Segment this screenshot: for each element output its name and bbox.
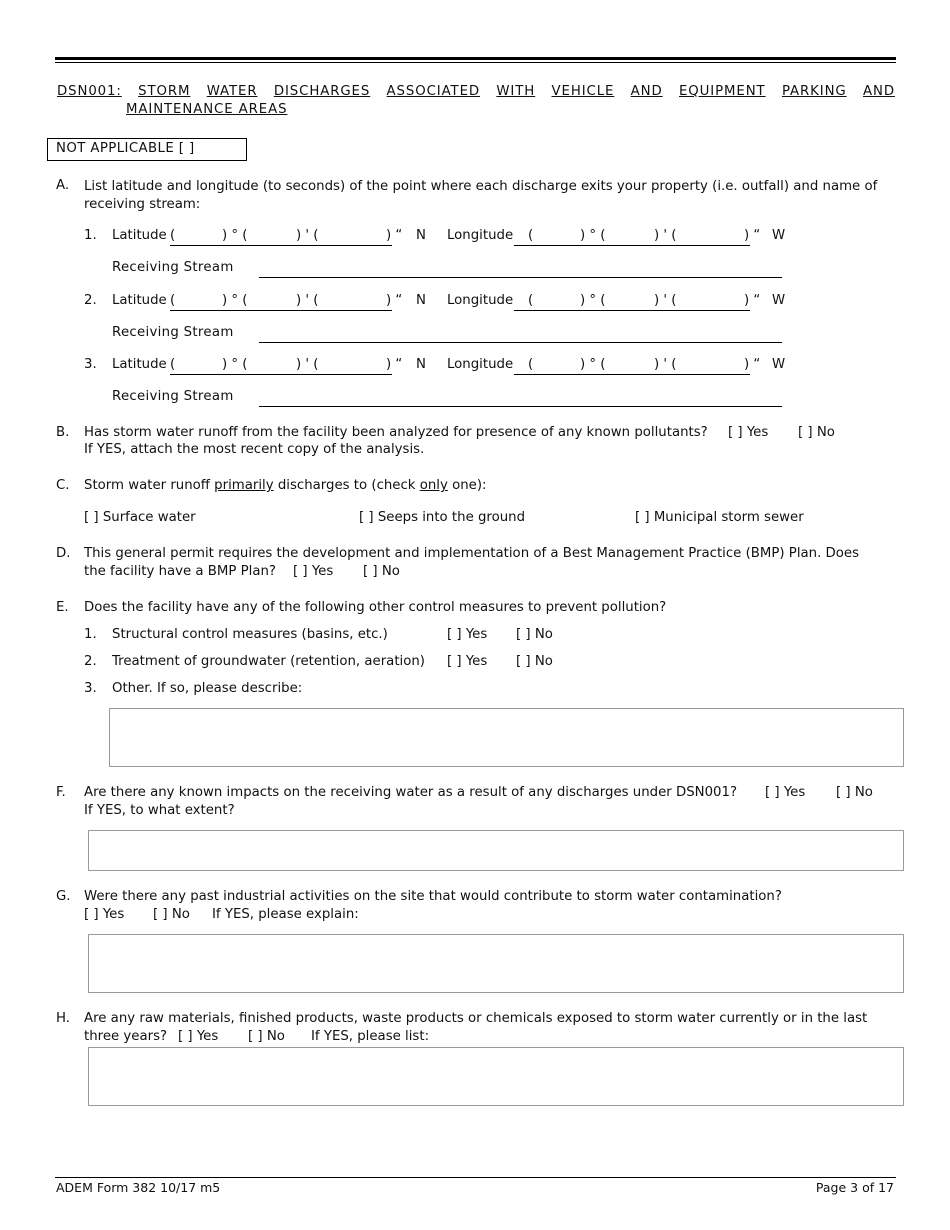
receiving-stream-field[interactable] bbox=[259, 406, 782, 407]
a-item-num: 2. bbox=[84, 293, 97, 308]
title-word: AND bbox=[862, 84, 895, 99]
section-d-yes[interactable]: [ ] Yes bbox=[293, 564, 334, 579]
section-c-letter: C. bbox=[56, 478, 70, 493]
header-rule-thin bbox=[55, 62, 896, 63]
west-label: W bbox=[772, 228, 786, 243]
page-number: Page 3 of 17 bbox=[815, 1180, 894, 1195]
lon-minute-field[interactable]: ) ' ( bbox=[654, 357, 677, 372]
e-item-num: 2. bbox=[84, 654, 97, 669]
title-word: STORM bbox=[138, 84, 191, 99]
section-e-text: Does the facility have any of the following other control measures to prevent pollution? bbox=[84, 600, 667, 615]
longitude-underline bbox=[514, 245, 750, 246]
latitude-label: Latitude bbox=[112, 228, 167, 243]
e-other-description-box[interactable] bbox=[109, 708, 904, 767]
e-item-2-no[interactable]: [ ] No bbox=[516, 654, 553, 669]
lat-degree-field[interactable]: ) ° ( bbox=[222, 228, 248, 243]
lat-second-field[interactable]: ) “ bbox=[386, 228, 403, 243]
longitude-label: Longitude bbox=[447, 228, 514, 243]
lon-degree-field[interactable]: ) ° ( bbox=[580, 228, 606, 243]
latitude-underline bbox=[170, 310, 392, 311]
section-a-letter: A. bbox=[56, 178, 70, 193]
receiving-stream-field[interactable] bbox=[259, 277, 782, 278]
not-applicable-label: NOT APPLICABLE [ ] bbox=[56, 141, 195, 156]
lat-minute-field[interactable]: ) ' ( bbox=[296, 293, 319, 308]
paren-open: ( bbox=[170, 357, 176, 372]
section-f-question: Are there any known impacts on the receiving water as a result of any discharges under DSN001? bbox=[84, 785, 738, 800]
section-b-no[interactable]: [ ] No bbox=[798, 425, 835, 440]
lat-minute-field[interactable]: ) ' ( bbox=[296, 228, 319, 243]
lat-degree-field[interactable]: ) ° ( bbox=[222, 357, 248, 372]
receiving-stream-field[interactable] bbox=[259, 342, 782, 343]
section-h-no[interactable]: [ ] No bbox=[248, 1029, 285, 1044]
section-f-note: If YES, to what extent? bbox=[84, 803, 235, 818]
longitude-label: Longitude bbox=[447, 357, 514, 372]
c-q-pre: Storm water runoff bbox=[84, 478, 210, 493]
section-h-line2: three years? bbox=[84, 1029, 168, 1044]
lon-second-field[interactable]: ) “ bbox=[744, 357, 761, 372]
e-item-1-no[interactable]: [ ] No bbox=[516, 627, 553, 642]
section-title-line2: MAINTENANCE AREAS bbox=[126, 102, 288, 117]
f-extent-box[interactable] bbox=[88, 830, 904, 871]
receiving-stream-label: Receiving Stream bbox=[112, 325, 234, 340]
h-list-box[interactable] bbox=[88, 1047, 904, 1106]
c-q-only: only bbox=[419, 478, 448, 493]
lon-minute-field[interactable]: ) ' ( bbox=[654, 293, 677, 308]
section-g-letter: G. bbox=[56, 889, 71, 904]
title-word: WATER bbox=[206, 84, 258, 99]
receiving-stream-label: Receiving Stream bbox=[112, 260, 234, 275]
section-c-question bbox=[84, 478, 487, 493]
longitude-label: Longitude bbox=[447, 293, 514, 308]
e-item-num: 3. bbox=[84, 681, 97, 696]
section-b-yes[interactable]: [ ] Yes bbox=[728, 425, 769, 440]
section-b-question: Has storm water runoff from the facility been analyzed for presence of any known pollutants? bbox=[84, 425, 708, 440]
longitude-underline bbox=[514, 310, 750, 311]
north-label: N bbox=[416, 293, 426, 308]
section-h-text: Are any raw materials, finished products, waste products or chemicals exposed to storm water currently or in the last bbox=[84, 1011, 868, 1026]
latitude-label: Latitude bbox=[112, 293, 167, 308]
section-f-no[interactable]: [ ] No bbox=[836, 785, 873, 800]
section-g-yes[interactable]: [ ] Yes bbox=[84, 907, 125, 922]
paren-open: ( bbox=[170, 293, 176, 308]
section-title bbox=[57, 84, 895, 99]
e-item-label: Other. If so, please describe: bbox=[112, 681, 303, 696]
section-b-note: If YES, attach the most recent copy of the analysis. bbox=[84, 442, 425, 457]
section-d-line2: the facility have a BMP Plan? bbox=[84, 564, 276, 579]
section-h-letter: H. bbox=[56, 1011, 70, 1026]
section-f-letter: F. bbox=[56, 785, 66, 800]
option-surface-water[interactable]: [ ] Surface water bbox=[84, 510, 196, 525]
section-d-no[interactable]: [ ] No bbox=[363, 564, 400, 579]
title-word: WITH bbox=[496, 84, 536, 99]
title-word: DSN001: bbox=[57, 84, 122, 99]
paren-open: ( bbox=[170, 228, 176, 243]
lon-degree-field[interactable]: ) ° ( bbox=[580, 357, 606, 372]
section-d-text: This general permit requires the development and implementation of a Best Management Practice (BMP) Plan. Does bbox=[84, 546, 860, 561]
a-item-num: 1. bbox=[84, 228, 97, 243]
title-word: AND bbox=[630, 84, 663, 99]
option-municipal-sewer[interactable]: [ ] Municipal storm sewer bbox=[635, 510, 804, 525]
longitude-underline bbox=[514, 374, 750, 375]
a-item-num: 3. bbox=[84, 357, 97, 372]
g-explain-box[interactable] bbox=[88, 934, 904, 993]
lon-degree-field[interactable]: ) ° ( bbox=[580, 293, 606, 308]
lat-minute-field[interactable]: ) ' ( bbox=[296, 357, 319, 372]
section-h-yes[interactable]: [ ] Yes bbox=[178, 1029, 219, 1044]
section-g-no[interactable]: [ ] No bbox=[153, 907, 190, 922]
section-e-letter: E. bbox=[56, 600, 69, 615]
e-item-num: 1. bbox=[84, 627, 97, 642]
footer-rule bbox=[55, 1177, 896, 1178]
header-rule-thick bbox=[55, 57, 896, 60]
lon-second-field[interactable]: ) “ bbox=[744, 293, 761, 308]
paren-open: ( bbox=[528, 228, 534, 243]
title-word: PARKING bbox=[781, 84, 847, 99]
e-item-label: Treatment of groundwater (retention, aeration) bbox=[112, 654, 425, 669]
e-item-2-yes[interactable]: [ ] Yes bbox=[447, 654, 488, 669]
c-q-end: one): bbox=[452, 478, 487, 493]
title-word: VEHICLE bbox=[551, 84, 615, 99]
lon-minute-field[interactable]: ) ' ( bbox=[654, 228, 677, 243]
e-item-label: Structural control measures (basins, etc.) bbox=[112, 627, 388, 642]
paren-open: ( bbox=[528, 293, 534, 308]
north-label: N bbox=[416, 357, 426, 372]
paren-open: ( bbox=[528, 357, 534, 372]
latitude-label: Latitude bbox=[112, 357, 167, 372]
west-label: W bbox=[772, 293, 786, 308]
title-word: DISCHARGES bbox=[273, 84, 371, 99]
c-q-mid: discharges to (check bbox=[277, 478, 416, 493]
section-b-letter: B. bbox=[56, 425, 70, 440]
latitude-underline bbox=[170, 245, 392, 246]
section-h-note: If YES, please list: bbox=[311, 1029, 430, 1044]
title-word: ASSOCIATED bbox=[386, 84, 481, 99]
not-applicable-checkbox[interactable] bbox=[47, 138, 247, 161]
title-word: EQUIPMENT bbox=[679, 84, 766, 99]
north-label: N bbox=[416, 228, 426, 243]
section-g-question: Were there any past industrial activities on the site that would contribute to storm water contamination? bbox=[84, 889, 782, 904]
section-g-note: If YES, please explain: bbox=[212, 907, 359, 922]
option-seeps-ground[interactable]: [ ] Seeps into the ground bbox=[359, 510, 526, 525]
lat-second-field[interactable]: ) “ bbox=[386, 357, 403, 372]
c-q-primarily: primarily bbox=[214, 478, 274, 493]
section-a-text: List latitude and longitude (to seconds) of the point where each discharge exits your property (i.e. outfall) and name of receiving stream: bbox=[84, 179, 878, 212]
lon-second-field[interactable]: ) “ bbox=[744, 228, 761, 243]
lat-degree-field[interactable]: ) ° ( bbox=[222, 293, 248, 308]
section-d-letter: D. bbox=[56, 546, 71, 561]
lat-second-field[interactable]: ) “ bbox=[386, 293, 403, 308]
west-label: W bbox=[772, 357, 786, 372]
receiving-stream-label: Receiving Stream bbox=[112, 389, 234, 404]
section-f-yes[interactable]: [ ] Yes bbox=[765, 785, 806, 800]
e-item-1-yes[interactable]: [ ] Yes bbox=[447, 627, 488, 642]
form-id: ADEM Form 382 10/17 m5 bbox=[56, 1180, 221, 1195]
latitude-underline bbox=[170, 374, 392, 375]
